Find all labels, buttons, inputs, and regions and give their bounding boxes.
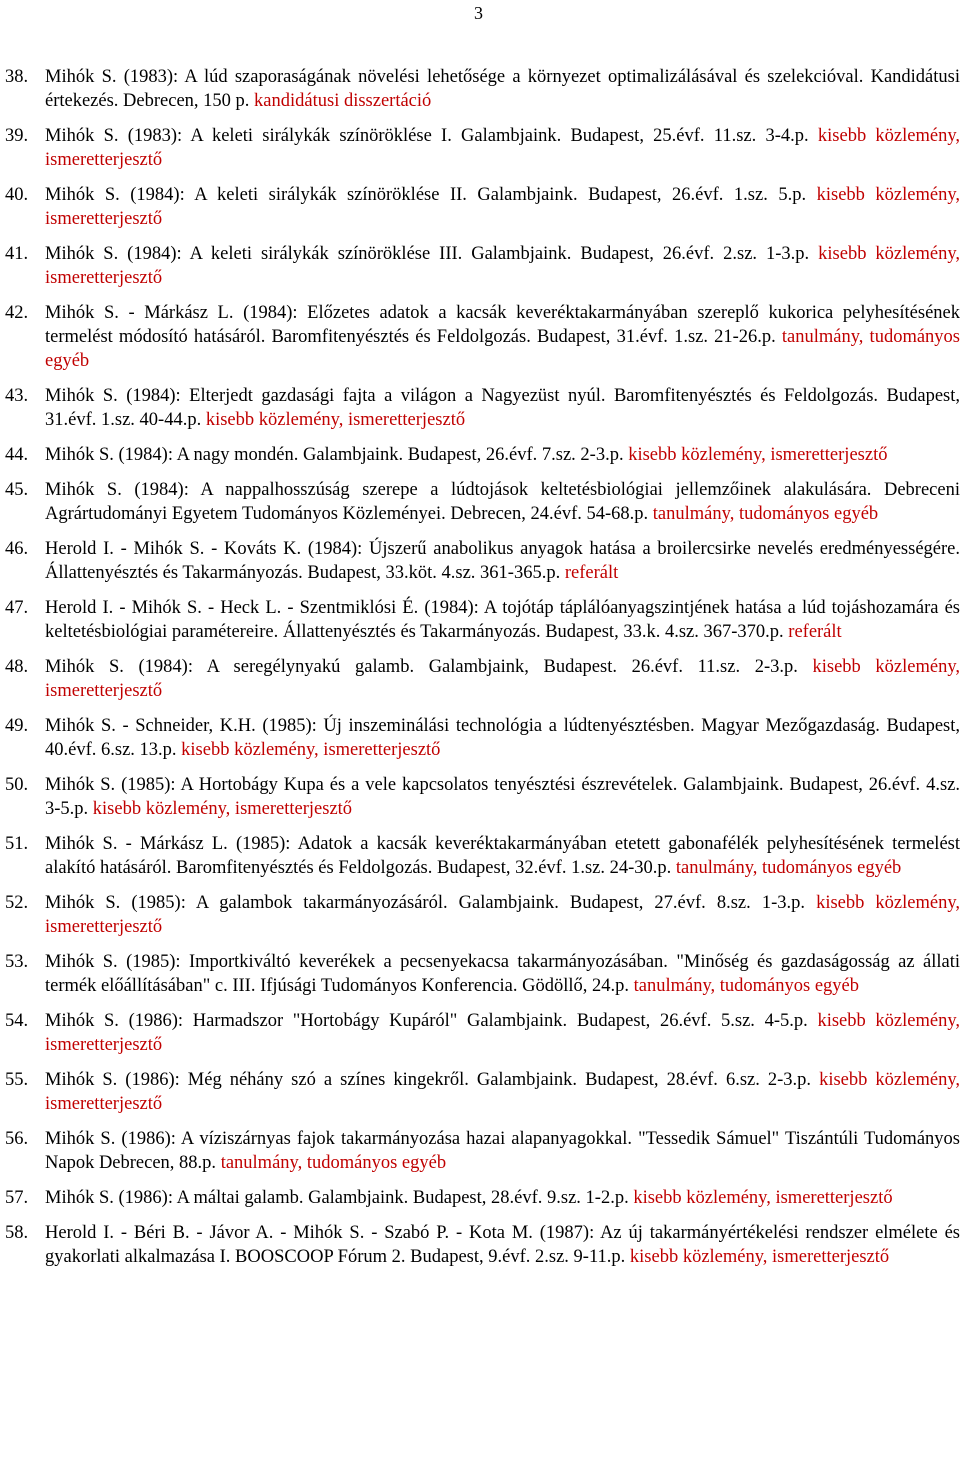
reference-category: kisebb közlemény, ismeretterjesztő [205, 410, 466, 430]
reference-category: tanulmány, tudományos egyéb [220, 1153, 447, 1173]
reference-number: 54. [5, 1011, 29, 1031]
reference-text: Mihók S. (1984): A keleti sirálykák színöröklése II. Galambjaink. Budapest, 26.évf. 1.sz. 5.p. [45, 185, 807, 205]
reference-text: Mihók S. - Schneider, K.H. (1985): Új inszeminálási technológia a lúdtenyésztésben. Magyar Mezőgazdaság. Budapest, 40.évf. 6.sz. 13.p. [45, 716, 960, 760]
reference-text: Mihók S. (1985): A galambok takarmányozásáról. Galambjaink. Budapest, 27.évf. 8.sz. 1-3.p. [45, 893, 805, 913]
reference-item [5, 1009, 960, 1057]
reference-item [5, 301, 960, 373]
reference-number: 47. [5, 598, 29, 618]
reference-text: Mihók S. (1986): Harmadszor "Hortobágy Kupáról" Galambjaink. Budapest, 26.évf. 5.sz. 4-5.p. [45, 1011, 808, 1031]
reference-number: 48. [5, 657, 29, 677]
reference-text: Mihók S. (1984): A keleti sirálykák színöröklése III. Galambjaink. Budapest, 26.évf. 2.sz. 1-3.p. [45, 244, 810, 264]
reference-item [5, 1186, 960, 1210]
reference-text: Mihók S. (1985): A Hortobágy Kupa és a vele kapcsolatos tenyésztési észrevételek. Galambjaink. Budapest, 26.évf. 4.sz. 3-5.p. [45, 775, 960, 819]
reference-number: 49. [5, 716, 29, 736]
reference-number: 53. [5, 952, 29, 972]
reference-item [5, 537, 960, 585]
reference-number: 51. [5, 834, 29, 854]
reference-text: Mihók S. (1983): A lúd szaporaságának növelési lehetősége a környezet optimalizálásával és szelekcióval. Kandidátusi értekezés. Debrecen, 150 p. [45, 67, 960, 111]
reference-item [5, 950, 960, 998]
reference-number: 50. [5, 775, 29, 795]
reference-text: Mihók S. (1984): Elterjedt gazdasági fajta a világon a Nagyezüst nyúl. Baromfitenyésztés és Feldolgozás. Budapest, 31.évf. 1.sz. 40-44.p. [45, 386, 960, 430]
reference-category: kisebb közlemény, ismeretterjesztő [181, 740, 441, 760]
reference-category: kandidátusi disszertáció [254, 91, 432, 111]
reference-item [5, 891, 960, 939]
reference-item [5, 773, 960, 821]
reference-item [5, 1221, 960, 1269]
reference-text: Mihók S. - Márkász L. (1984): Előzetes adatok a kacsák keveréktakarmányában szereplő kukorica pelyhesítésének termelést módosító hatásáról. Baromfitenyésztés és Feldolgozás. Budapest, 31.évf. 1.sz. 21-26.p. [45, 303, 960, 347]
reference-text: Herold I. - Béri B. - Jávor A. - Mihók S. - Szabó P. - Kota M. (1987): Az új takarmányértékelési rendszer elmélete és gyakorlati alkalmazása I. BOOSCOOP Fórum 2. Budapest, 9.évf. 2.sz. 9-11.p. [45, 1223, 960, 1267]
reference-item [5, 478, 960, 526]
reference-item [5, 384, 960, 432]
reference-text: Mihók S. (1984): A seregélynyakú galamb. Galambjaink, Budapest. 26.évf. 11.sz. 2-3.p. [45, 657, 798, 677]
reference-number: 43. [5, 386, 29, 406]
reference-category: kisebb közlemény, ismeretterjesztő [45, 657, 960, 701]
reference-text: Mihók S. (1983): A keleti sirálykák színöröklése I. Galambjaink. Budapest, 25.évf. 11.sz. 3-4.p. [45, 126, 809, 146]
reference-number: 38. [5, 67, 29, 87]
reference-text: Mihók S. (1986): A máltai galamb. Galambjaink. Budapest, 28.évf. 9.sz. 1-2.p. [45, 1188, 629, 1208]
reference-category: tanulmány, tudományos egyéb [45, 327, 960, 371]
reference-category: tanulmány, tudományos egyéb [652, 504, 879, 524]
reference-number: 58. [5, 1223, 29, 1243]
reference-item [5, 443, 960, 467]
reference-number: 42. [5, 303, 29, 323]
reference-category: kisebb közlemény, ismeretterjesztő [628, 445, 888, 465]
reference-number: 44. [5, 445, 29, 465]
reference-number: 56. [5, 1129, 29, 1149]
page-number: 3 [474, 3, 483, 23]
reference-item [5, 1127, 960, 1175]
reference-number: 46. [5, 539, 29, 559]
reference-category: tanulmány, tudományos egyéb [633, 976, 860, 996]
reference-item [5, 596, 960, 644]
reference-item [5, 714, 960, 762]
reference-number: 39. [5, 126, 29, 146]
reference-item [5, 832, 960, 880]
reference-category: kisebb közlemény, ismeretterjesztő [45, 1011, 960, 1055]
reference-item [5, 242, 960, 290]
reference-number: 41. [5, 244, 29, 264]
reference-category: kisebb közlemény, ismeretterjesztő [633, 1188, 893, 1208]
reference-item [5, 655, 960, 703]
reference-category: referált [564, 563, 619, 583]
reference-category: kisebb közlemény, ismeretterjesztő [45, 185, 960, 229]
reference-number: 52. [5, 893, 29, 913]
reference-category: kisebb közlemény, ismeretterjesztő [45, 1070, 960, 1114]
reference-text: Mihók S. - Márkász L. (1985): Adatok a kacsák keveréktakarmányában etetett gabonafélék pelyhesítésének termelést alakító hatásáról. Baromfitenyésztés és Feldolgozás. Budapest, 32.évf. 1.sz. 24-30.p. [45, 834, 960, 878]
reference-text: Mihók S. (1985): Importkiváltó keverékek a pecsenyekacsa takarmányozásában. "Minőség és gazdaságosság az állati termék előállításában" c. III. Ifjúsági Tudományos Konferencia. Gödöllő, 24.p. [45, 952, 960, 996]
reference-text: Herold I. - Mihók S. - Kováts K. (1984): Újszerű anabolikus anyagok hatása a broilercsirke nevelés eredményességére. Állattenyésztés és Takarmányozás. Budapest, 33.köt. 4.sz. 361-365.p. [45, 539, 960, 583]
reference-text: Mihók S. (1986): A víziszárnyas fajok takarmányozása hazai alapanyagokkal. "Tessedik Sámuel" Tiszántúli Tudományos Napok Debrecen, 88.p. [45, 1129, 960, 1173]
reference-category: kisebb közlemény, ismeretterjesztő [45, 126, 960, 170]
reference-category: referált [788, 622, 842, 642]
reference-text: Mihók S. (1986): Még néhány szó a színes kingekről. Galambjaink. Budapest, 28.évf. 6.sz. 2-3.p. [45, 1070, 812, 1090]
reference-text: Mihók S. (1984): A nagy mondén. Galambjaink. Budapest, 26.évf. 7.sz. 2-3.p. [45, 445, 624, 465]
reference-text: Mihók S. (1984): A nappalhosszúság szerepe a lúdtojások keltetésbiológiai jellemzőinek alakulására. Debreceni Agrártudományi Egyetem Tudományos Közleményei. Debrecen, 24.évf. 54-68.p. [45, 480, 960, 524]
reference-category: kisebb közlemény, ismeretterjesztő [629, 1247, 890, 1267]
reference-item [5, 124, 960, 172]
reference-category: kisebb közlemény, ismeretterjesztő [92, 799, 353, 819]
reference-category: tanulmány, tudományos egyéb [675, 858, 902, 878]
reference-number: 55. [5, 1070, 29, 1090]
reference-category: kisebb közlemény, ismeretterjesztő [45, 244, 960, 288]
reference-number: 40. [5, 185, 29, 205]
reference-category: kisebb közlemény, ismeretterjesztő [45, 893, 960, 937]
reference-number: 45. [5, 480, 29, 500]
reference-list [5, 65, 960, 1280]
reference-number: 57. [5, 1188, 29, 1208]
reference-item [5, 1068, 960, 1116]
reference-item [5, 65, 960, 113]
reference-item [5, 183, 960, 231]
reference-text: Herold I. - Mihók S. - Heck L. - Szentmiklósi É. (1984): A tojótáp táplálóanyagszintjének hatása a lúd tojáshozamára és keltetésbiológiai paramétereire. Állattenyésztés és Takarmányozás. Budapest, 33.k. 4.sz. 367-370.p. [45, 598, 960, 642]
